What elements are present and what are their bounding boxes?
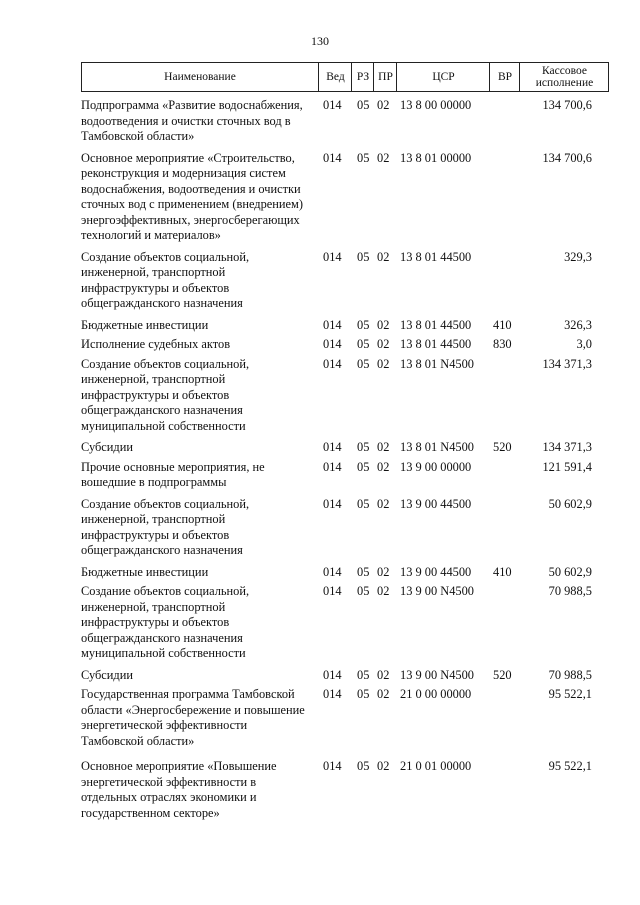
row-pr: 02 xyxy=(377,249,390,264)
row-pr: 02 xyxy=(377,440,390,454)
table-row xyxy=(81,337,609,353)
table-row xyxy=(81,440,609,456)
row-rz: 05 xyxy=(357,150,370,165)
row-csr: 13 8 01 N4500 xyxy=(400,440,474,454)
row-sum: 50 602,9 xyxy=(548,564,592,579)
row-sum: 329,3 xyxy=(564,249,592,264)
row-csr: 13 8 01 44500 xyxy=(400,249,472,264)
row-csr: 13 8 01 N4500 xyxy=(400,356,474,371)
row-name: Создание объектов социальной, инженерной, транспортной инфраструктуры и объектов общегражданского назначения xyxy=(81,496,250,557)
row-csr: 13 9 00 N4500 xyxy=(400,584,474,598)
row-sum: 50 602,9 xyxy=(548,496,592,511)
row-pr: 02 xyxy=(377,317,390,332)
row-rz: 05 xyxy=(357,584,370,598)
row-pr: 02 xyxy=(377,667,390,682)
row-name: Субсидии xyxy=(81,667,133,682)
row-sum: 134 371,3 xyxy=(542,356,592,371)
row-name: Исполнение судебных актов xyxy=(81,337,231,351)
table-row xyxy=(81,357,609,435)
row-csr: 13 8 01 44500 xyxy=(400,337,472,351)
row-vr: 410 xyxy=(493,564,512,579)
row-sum: 134 700,6 xyxy=(542,150,592,165)
row-csr: 13 9 00 N4500 xyxy=(400,667,474,682)
table-row xyxy=(81,565,609,581)
row-pr: 02 xyxy=(377,687,390,701)
header-name: Наименование xyxy=(164,71,236,83)
row-rz: 05 xyxy=(357,687,370,701)
row-name: Государственная программа Тамбовской области «Энергосбережение и повышение энергетической эффективности Тамбовской области» xyxy=(81,687,305,748)
row-rz: 05 xyxy=(357,356,370,371)
row-csr: 21 0 01 00000 xyxy=(400,759,472,773)
row-csr: 13 9 00 44500 xyxy=(400,496,472,511)
row-ved: 014 xyxy=(323,667,342,682)
header-ved: Вед xyxy=(318,63,352,91)
row-ved: 014 xyxy=(323,564,342,579)
row-csr: 21 0 00 00000 xyxy=(400,687,472,701)
row-csr: 13 8 01 44500 xyxy=(400,317,472,332)
row-pr: 02 xyxy=(377,337,390,351)
table-row xyxy=(81,497,609,559)
row-ved: 014 xyxy=(323,150,342,165)
row-name: Основное мероприятие «Строительство, реконструкция и модернизация систем водоснабжения, водоотведения и очистки сточных вод с применением (внедрением) энергоэффективных, энергосберегающих технологий и материалов» xyxy=(81,150,304,242)
row-ved: 014 xyxy=(323,249,342,264)
row-ved: 014 xyxy=(323,459,342,474)
row-vr: 520 xyxy=(493,667,512,682)
header-rz: РЗ xyxy=(351,63,374,91)
row-pr: 02 xyxy=(377,759,390,773)
row-rz: 05 xyxy=(357,98,370,112)
row-sum: 326,3 xyxy=(564,317,592,332)
row-rz: 05 xyxy=(357,249,370,264)
row-sum: 121 591,4 xyxy=(542,459,592,474)
row-name: Основное мероприятие «Повышение энергетической эффективности в отдельных отраслях экономики и государственном секторе» xyxy=(81,759,277,820)
row-name: Бюджетные инвестиции xyxy=(81,317,209,332)
table-row xyxy=(81,668,609,684)
row-pr: 02 xyxy=(377,356,390,371)
row-ved: 014 xyxy=(323,317,342,332)
table-row xyxy=(81,250,609,312)
row-ved: 014 xyxy=(323,356,342,371)
row-name: Бюджетные инвестиции xyxy=(81,564,209,579)
header-csr: ЦСР xyxy=(396,63,490,91)
header-vr: ВР xyxy=(489,63,520,91)
row-sum: 70 988,5 xyxy=(548,667,592,682)
row-rz: 05 xyxy=(357,496,370,511)
table-row xyxy=(81,151,609,244)
row-csr: 13 8 01 00000 xyxy=(400,150,472,165)
row-csr: 13 9 00 00000 xyxy=(400,459,472,474)
row-sum: 134 371,3 xyxy=(542,440,592,454)
row-name: Подпрограмма «Развитие водоснабжения, водоотведения и очистки сточных вод в Тамбовской области» xyxy=(81,98,303,143)
row-pr: 02 xyxy=(377,150,390,165)
row-pr: 02 xyxy=(377,584,390,598)
row-ved: 014 xyxy=(323,440,342,454)
table-row xyxy=(81,318,609,334)
table-row xyxy=(81,584,609,662)
row-ved: 014 xyxy=(323,759,342,773)
row-rz: 05 xyxy=(357,337,370,351)
row-name: Субсидии xyxy=(81,440,133,454)
table-row xyxy=(81,98,609,145)
row-sum: 95 522,1 xyxy=(548,687,592,701)
row-vr: 830 xyxy=(493,337,512,351)
row-pr: 02 xyxy=(377,496,390,511)
row-ved: 014 xyxy=(323,337,342,351)
page-number: 130 xyxy=(311,34,329,48)
table-row xyxy=(81,460,609,491)
row-rz: 05 xyxy=(357,564,370,579)
row-rz: 05 xyxy=(357,440,370,454)
table-row xyxy=(81,759,609,821)
row-vr: 520 xyxy=(493,440,512,454)
row-pr: 02 xyxy=(377,98,390,112)
table-row xyxy=(81,687,609,749)
row-name: Прочие основные мероприятия, не вошедшие в подпрограммы xyxy=(81,459,265,489)
row-csr: 13 8 00 00000 xyxy=(400,98,472,112)
row-name: Создание объектов социальной, инженерной, транспортной инфраструктуры и объектов общегражданского назначения xyxy=(81,249,250,310)
table-header xyxy=(81,62,609,92)
row-vr: 410 xyxy=(493,317,512,332)
row-rz: 05 xyxy=(357,667,370,682)
row-sum: 134 700,6 xyxy=(542,98,592,112)
row-sum: 95 522,1 xyxy=(548,759,592,773)
row-rz: 05 xyxy=(357,759,370,773)
row-ved: 014 xyxy=(323,98,342,112)
row-ved: 014 xyxy=(323,584,342,598)
row-name: Создание объектов социальной, инженерной, транспортной инфраструктуры и объектов общегражданского назначения муниципальной собственности xyxy=(81,356,250,433)
row-sum: 3,0 xyxy=(576,337,592,351)
row-csr: 13 9 00 44500 xyxy=(400,564,472,579)
row-pr: 02 xyxy=(377,459,390,474)
header-pr: ПР xyxy=(373,63,397,91)
header-sum: Кассовое исполнение xyxy=(519,63,609,91)
row-sum: 70 988,5 xyxy=(548,584,592,598)
row-pr: 02 xyxy=(377,564,390,579)
row-name: Создание объектов социальной, инженерной, транспортной инфраструктуры и объектов общегражданского назначения муниципальной собственности xyxy=(81,584,250,660)
table-body xyxy=(81,98,609,821)
row-rz: 05 xyxy=(357,317,370,332)
row-ved: 014 xyxy=(323,687,342,701)
row-rz: 05 xyxy=(357,459,370,474)
row-ved: 014 xyxy=(323,496,342,511)
